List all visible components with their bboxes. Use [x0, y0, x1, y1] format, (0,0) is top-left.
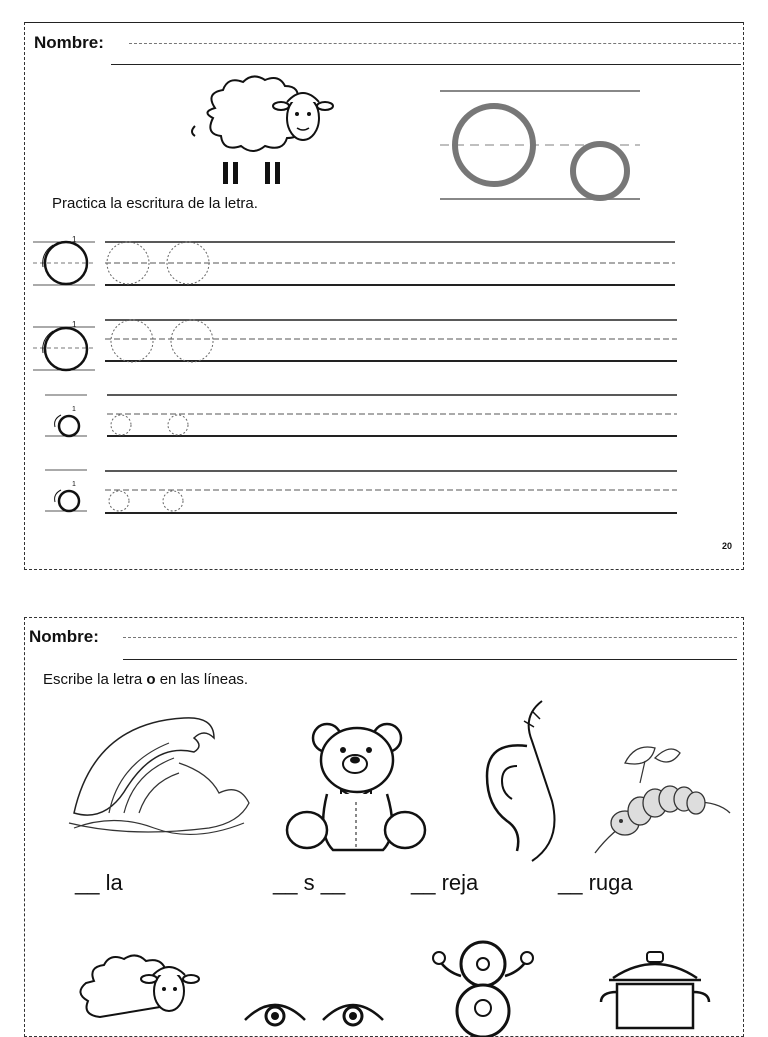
instruction-letter: o [146, 671, 156, 688]
stroke-number: 1 [72, 320, 77, 329]
practice-row-big-2 [33, 320, 677, 370]
page-number: 20 [722, 541, 733, 551]
stroke-number: 1 [72, 406, 76, 413]
name-dotted-line [123, 637, 737, 638]
word-oreja: __ reja [411, 870, 479, 895]
practice-row-small-2 [45, 470, 677, 513]
practice-row-small-1 [45, 395, 677, 436]
wave-icon [69, 703, 259, 848]
worksheet-page-2 [24, 617, 744, 1037]
sheep-icon [69, 951, 204, 1031]
write-instruction: Escribe la letra o en las líneas. [43, 671, 249, 688]
ear-icon [472, 696, 582, 866]
practice-rows [25, 23, 745, 571]
name-solid-line [123, 659, 737, 660]
stroke-number: 1 [72, 235, 77, 244]
practice-instruction: Practica la escritura de la letra. [52, 195, 258, 212]
number-eight-icon [423, 936, 543, 1031]
stroke-number: 1 [72, 481, 76, 488]
caterpillar-icon [585, 743, 735, 853]
word-oso: __ s __ [273, 870, 346, 895]
worksheet-page-1 [24, 22, 744, 570]
word-oruga: __ ruga [558, 870, 633, 895]
pot-icon [595, 948, 715, 1028]
word-ola: __ la [75, 870, 123, 895]
teddy-bear-icon [283, 718, 428, 853]
name-label: Nombre: [29, 627, 99, 646]
practice-row-big-1 [33, 242, 675, 285]
name-label: Nombre: [34, 33, 104, 52]
